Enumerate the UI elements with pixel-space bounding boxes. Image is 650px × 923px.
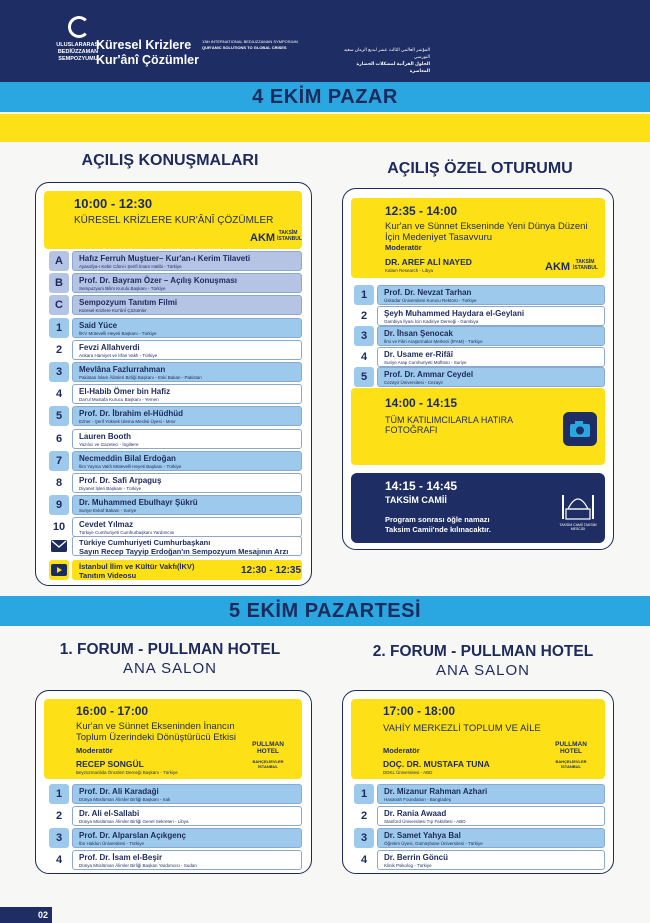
row-bar: [72, 495, 302, 515]
yellow-band: [0, 114, 650, 142]
row-bar: [377, 828, 605, 848]
speaker-affiliation: Hasanah Foundation - Bangladeş: [384, 797, 452, 802]
mosque-logo-text: TAKSİM CAMİİ TAKSİM MESCİDİ: [559, 523, 597, 531]
speaker-name: Dr. Samet Yahya Bal: [384, 831, 461, 840]
photo-box: [351, 388, 605, 465]
schedule-row: [354, 828, 605, 848]
header-arabic: [338, 46, 430, 74]
row-number: A: [49, 251, 69, 271]
forum2-subtitle: VAHİY MERKEZLİ TOPLUM VE AİLE: [383, 723, 541, 734]
speaker-name: Prof. Dr. İbrahim el-Hüdhüd: [79, 409, 184, 419]
camera-icon: [563, 412, 597, 446]
row-bar: [72, 340, 302, 360]
row-bar: [72, 784, 302, 804]
forum2-header: [351, 699, 605, 779]
row-number: 2: [354, 806, 374, 826]
row-number: 6: [49, 429, 69, 449]
speaker-name: Prof. Dr. Alparslan Açıkgenç: [79, 831, 186, 840]
row-bar: [72, 384, 302, 404]
speaker-affiliation: Dar'ul Mustafa Kurucu Başkanı - Yemen: [79, 397, 159, 403]
forum2-venue: PULLMAN HOTEL: [555, 741, 587, 755]
photo-line-2: FOTOĞRAFI: [385, 425, 438, 435]
message-line-2: Sayın Recep Tayyip Erdoğan'ın Sempozyum Mesajının Arzı: [79, 547, 289, 556]
video-row: [49, 560, 302, 580]
header-banner: [0, 0, 650, 82]
schedule-row: [354, 285, 605, 305]
special-heading: AÇILIŞ ÖZEL OTURUMU: [387, 160, 573, 177]
message-bar: [72, 536, 302, 556]
forum1-subtitle: Kur'an ve Sünnet Ekseninden İnancın Toplum Üzerindeki Dönüştürücü Etkisi: [76, 721, 236, 743]
row-number: 5: [354, 367, 374, 387]
special-card: [342, 188, 614, 550]
schedule-row: [354, 326, 605, 346]
row-number: 1: [49, 318, 69, 338]
schedule-row: [49, 451, 302, 471]
schedule-row: [49, 429, 302, 449]
speaker-affiliation: Cezayir Üniversitesi - Cezayir: [384, 380, 444, 385]
row-bar: [72, 295, 302, 315]
video-time: 12:30 - 12:35: [241, 565, 302, 576]
speaker-name: Dr. Rania Awaad: [384, 809, 447, 818]
row-number: 9: [49, 495, 69, 515]
row-number: 2: [354, 306, 374, 326]
schedule-row: [49, 384, 302, 404]
speaker-name: Prof. Dr. Ali Karadaği: [79, 787, 159, 796]
speaker-name: Dr. Berrin Göncü: [384, 853, 449, 862]
row-bar: [377, 306, 605, 326]
speaker-name: Said Yüce: [79, 320, 118, 330]
speaker-name: Dr. Muhammed Ebulhayr Şükrü: [79, 498, 198, 508]
speaker-name: Dr. Usame er-Rifâî: [384, 349, 453, 359]
message-row: [49, 536, 302, 556]
speaker-affiliation: Dünya Müslüman Âlimler Birliği Genel Sekreteri - Libya: [79, 819, 189, 824]
header-en-1: 13th INTERNATIONAL BEDIUZZAMAN SYMPOSIUM: [202, 39, 298, 44]
row-bar: [72, 828, 302, 848]
speaker-name: Cevdet Yılmaz: [79, 520, 134, 530]
row-bar: [72, 406, 302, 426]
forum1-card: [35, 690, 312, 874]
speaker-name: Lauren Booth: [79, 431, 131, 441]
speaker-name: El-Habib Ömer bin Hafiz: [79, 387, 171, 397]
speaker-name: Dr. Ali el-Sallabi: [79, 809, 140, 818]
speaker-name: Fevzi Allahverdi: [79, 342, 140, 352]
schedule-row: [49, 406, 302, 426]
speaker-affiliation: Küresel Krizlere Kur'ânî Çözümler: [79, 308, 147, 314]
photo-line-1: TÜM KATILIMCILARLA HATIRA: [385, 415, 514, 425]
row-number: B: [49, 273, 69, 293]
speaker-affiliation: Ezher - Şerif Yüksek Ulema Meclisi Üyesi - Mısır: [79, 419, 176, 425]
speaker-affiliation: Sempozyum Bilim Kurulu Başkanı - Türkiye: [79, 286, 166, 292]
row-number: 4: [49, 850, 69, 870]
row-number: 10: [49, 517, 69, 537]
opening-heading: AÇILIŞ KONUŞMALARI: [81, 152, 259, 169]
row-bar: [377, 285, 605, 305]
mosque-time: 14:15 - 14:45: [385, 479, 458, 493]
speaker-affiliation: Türkiye Cumhuriyeti Cumhurbaşkanı Yardımcısı: [79, 530, 175, 536]
schedule-row: [49, 806, 302, 826]
forum1-venue-sub: BAHÇELİEVLER İSTANBUL: [252, 759, 284, 769]
speaker-name: Prof. Dr. Nevzat Tarhan: [384, 288, 472, 297]
special-header: [351, 198, 605, 278]
row-bar: [72, 451, 302, 471]
mail-icon: [49, 536, 69, 556]
schedule-row: [354, 850, 605, 870]
row-number: 3: [49, 828, 69, 848]
header-ar-1: المؤتمر العالمي الثالث عشر لبديع الزمان سعيد النورسي: [343, 47, 430, 59]
forum2-subheading: ANA SALON: [435, 662, 531, 679]
row-number: 3: [354, 828, 374, 848]
row-number: 7: [49, 451, 69, 471]
schedule-row: [354, 806, 605, 826]
speaker-affiliation: Öğretim Üyesi, Gümüşhane Üniversitesi - Türkiye: [384, 841, 483, 846]
special-moderator-sub: Kalam Research - Libya: [385, 268, 434, 273]
schedule-row: [49, 828, 302, 848]
speaker-name: Mevlâna Fazlurrahman: [79, 365, 166, 374]
speaker-affiliation: Gambiya İlyasi İcin Kadiriye Derneği - Gambiya: [384, 318, 479, 324]
speaker-name: Prof. Dr. Bayram Özer – Açılış Konuşması: [79, 276, 237, 286]
speaker-affiliation: İlKV Mütevelli Heyeti Başkanı - Türkiye: [79, 330, 157, 336]
mosque-line-1: Program sonrası öğle namazı: [385, 515, 490, 524]
message-line-1: Türkiye Cumhuriyeti Cumhurbaşkanı: [79, 538, 211, 547]
row-number: 3: [354, 326, 374, 346]
row-bar: [72, 517, 302, 537]
video-bar: [72, 560, 302, 580]
forum1-heading: 1. FORUM - PULLMAN HOTEL: [59, 641, 281, 658]
forum2-venue-sub: BAHÇELİEVLER İSTANBUL: [555, 759, 587, 769]
row-bar: [72, 362, 302, 382]
opening-time: 10:00 - 12:30: [74, 196, 153, 211]
speaker-affiliation: Ankara Hamiyet ve İrfan Vakfı - Türkiye: [79, 352, 158, 358]
mosque-line-2: Taksim Camii'nde kılınacaktır.: [385, 525, 491, 534]
row-bar: [377, 326, 605, 346]
speaker-affiliation: İbn Haldun Üniversitesi - Türkiye: [79, 841, 144, 846]
video-line-2: Tanıtım Videosu: [79, 571, 137, 580]
header-title-2: Kur'ânî Çözümler: [96, 53, 199, 67]
forum2-time: 17:00 - 18:00: [383, 704, 456, 718]
schedule-row: [49, 251, 302, 271]
row-bar: [377, 784, 605, 804]
special-venue-sub: TAKSİM İSTANBUL: [573, 259, 598, 271]
row-number: 2: [49, 806, 69, 826]
speaker-affiliation: Yazılıcı ve Gazeteci - İngiltere: [79, 441, 139, 447]
row-number: 1: [354, 784, 374, 804]
opening-subtitle: KÜRESEL KRİZLERE KUR'ÂNÎ ÇÖZÜMLER: [74, 215, 274, 226]
speaker-affiliation: Klinik Psikolog - Türkiye: [384, 863, 432, 868]
forum2-moderator: DOÇ. DR. MUSTAFA TUNA: [383, 759, 490, 769]
row-bar: [377, 806, 605, 826]
schedule-row: [354, 784, 605, 804]
mosque-title: TAKSİM CAMİİ: [385, 495, 447, 505]
row-bar: [72, 473, 302, 493]
speaker-affiliation: Stanford Üniversitesi Tıp Fakültesi - ABD: [384, 819, 466, 824]
schedule-row: [49, 784, 302, 804]
forum1-moderator-sub: Beyzüzmanilda Öncüleri Derneği Başkanı - Türkiye: [76, 770, 178, 775]
schedule-row: [49, 295, 302, 315]
schedule-row: [354, 367, 605, 387]
speaker-affiliation: İlmi ve Fikri Araştırmalar Merkezi (İFAM) - Türkiye: [384, 339, 483, 344]
special-time: 12:35 - 14:00: [385, 204, 458, 218]
logo-small-text: ULUSLARARASI BEDİÜZZAMAN SEMPOZYUMU: [56, 42, 100, 62]
schedule-row: [49, 340, 302, 360]
schedule-row: [354, 347, 605, 367]
row-bar: [72, 251, 302, 271]
forum2-moderator-sub: DDKL Üniversitesi - ABD: [383, 770, 433, 775]
schedule-row: [354, 306, 605, 326]
speaker-name: Hafız Ferruh Muştuer– Kur'an-ı Kerim Tilaveti: [79, 254, 251, 263]
schedule-row: [49, 318, 302, 338]
special-subtitle: Kur'an ve Sünnet Ekseninde Yeni Dünya Düzeni İçin Medeniyet Tasavvuru: [385, 221, 588, 243]
forum2-moderator-label: Moderatör: [383, 746, 420, 755]
day1-title: 4 EKİM PAZAR: [252, 86, 398, 108]
speaker-name: Sempozyum Tanıtım Filmi: [79, 298, 178, 308]
row-bar: [72, 806, 302, 826]
row-bar: [72, 429, 302, 449]
speaker-affiliation: Diyanet İşleri Başkanı - Türkiye: [79, 486, 142, 491]
header-english: [202, 39, 332, 51]
row-bar: [377, 850, 605, 870]
logo-icon: [68, 16, 90, 38]
row-number: 4: [354, 347, 374, 367]
speaker-affiliation: Suriye Evkaf Bakanı - Suriye: [79, 508, 137, 514]
page-number: 02: [0, 907, 52, 923]
forum1-venue: PULLMAN HOTEL: [252, 741, 284, 755]
row-bar: [377, 347, 605, 367]
speaker-name: Şeyh Muhammed Haydara el-Geylani: [384, 308, 525, 318]
forum1-header: [44, 699, 302, 779]
special-moderator: DR. AREF ALİ NAYED: [385, 257, 472, 267]
row-bar: [72, 318, 302, 338]
speaker-affiliation: İlim Yayma Vakfı Mütevelli Heyeti Başkanı - Türkiye: [79, 463, 182, 469]
speaker-affiliation: Dünya Müslüman Âlimler Birliği Başkan Yardımcısı - Sudan: [79, 863, 197, 868]
row-number: 1: [49, 784, 69, 804]
special-venue: AKM: [545, 261, 571, 273]
special-moderator-label: Moderatör: [385, 243, 422, 252]
schedule-row: [49, 850, 302, 870]
header-ar-2: الحلول القرآنية لمشكلات الحضارة المعاصرة: [356, 61, 430, 73]
speaker-affiliation: Suriye Arap Cumhuriyeti Müftüsü - Suriye: [384, 359, 467, 365]
forum1-time: 16:00 - 17:00: [76, 704, 149, 718]
schedule-row: [49, 362, 302, 382]
video-line-1: İstanbul İlim ve Kültür Vakfı(İKV): [79, 562, 195, 571]
row-number: 3: [49, 362, 69, 382]
schedule-row: [49, 495, 302, 515]
row-bar: [377, 367, 605, 387]
row-number: 1: [354, 285, 374, 305]
speaker-name: Prof. Dr. İsam el-Beşir: [79, 853, 163, 862]
row-bar: [72, 850, 302, 870]
mosque-box: [351, 473, 605, 543]
opening-venue: AKM: [250, 232, 276, 244]
forum1-moderator: RECEP SONGÜL: [76, 759, 144, 769]
row-number: 8: [49, 473, 69, 493]
schedule-row: [49, 517, 302, 537]
speaker-affiliation: Pakistan İslam Âlimleri Birliği Başkanı - Eski Bakan - Pakistan: [79, 375, 202, 380]
play-icon: [49, 560, 69, 580]
opening-card: [35, 182, 312, 586]
speaker-name: Dr. Mizanur Rahman Azhari: [384, 787, 488, 796]
photo-time: 14:00 - 14:15: [385, 396, 458, 410]
forum1-moderator-label: Moderatör: [76, 746, 113, 755]
row-number: C: [49, 295, 69, 315]
speaker-name: Necmeddin Bilal Erdoğan: [79, 453, 176, 463]
speaker-name: Dr. İhsan Şenocak: [384, 329, 453, 338]
row-bar: [72, 273, 302, 293]
day2-title: 5 EKİM PAZARTESİ: [228, 600, 422, 622]
row-number: 5: [49, 406, 69, 426]
speaker-affiliation: Dünya Müslüman Âlimler Birliği Başkanı - Irak: [79, 797, 171, 802]
row-number: 2: [49, 340, 69, 360]
header-title-1: Küresel Krizlere: [96, 38, 192, 52]
header-en-2: QUR'ANIC SOLUTIONS TO GLOBAL CRISES: [202, 45, 287, 50]
row-number: 4: [49, 384, 69, 404]
speaker-name: Prof. Dr. Ammar Ceydel: [384, 370, 474, 379]
forum2-heading: 2. FORUM - PULLMAN HOTEL: [372, 643, 594, 660]
speaker-affiliation: Üsküdar Üniversitesi Kurucu Rektörü - Türkiye: [384, 298, 477, 303]
opening-venue-sub: TAKSİM İSTANBUL: [277, 230, 302, 242]
row-number: 4: [354, 850, 374, 870]
opening-header: [44, 191, 302, 249]
forum1-subheading: ANA SALON: [122, 660, 218, 677]
schedule-row: [49, 473, 302, 493]
speaker-affiliation: Ayasofya-ı Kebir Câmi-i Şerifi İmam Hatibi - Türkiye: [79, 264, 182, 269]
speaker-name: Prof. Dr. Safi Arpaguş: [79, 476, 162, 485]
forum2-card: [342, 690, 614, 874]
mosque-icon: [560, 483, 596, 533]
schedule-row: [49, 273, 302, 293]
